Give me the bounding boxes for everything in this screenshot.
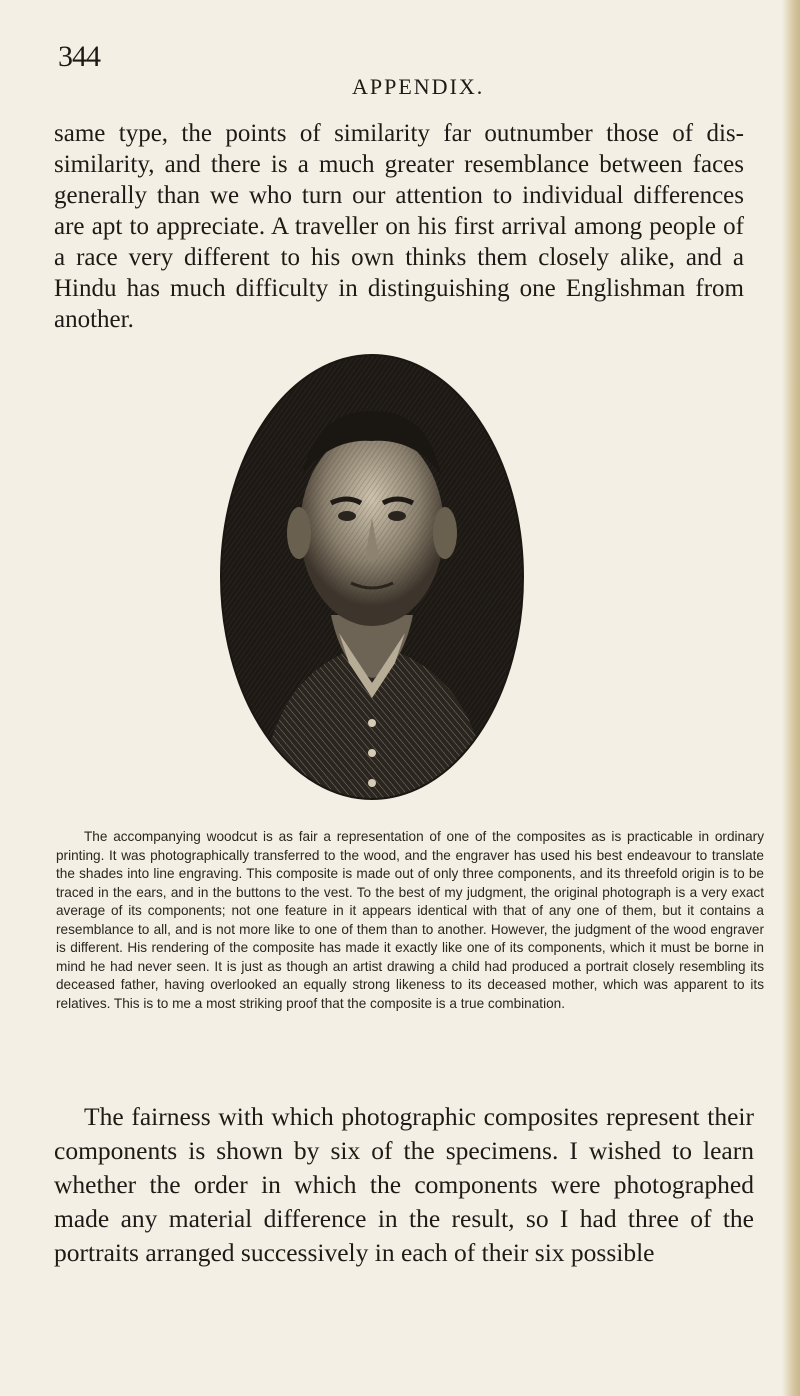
page-number: 344 <box>58 40 100 73</box>
body-paragraph-bottom: The fairness with which photographic composites represent their components is shown by six of the specimens. I wished to learn whether the order in which the components were photographed made any material difference in the result, so I had three of the portraits arranged successively in each of their six possible <box>54 1102 754 1267</box>
figure-caption: The accompanying woodcut is as fair a representation of one of the composites as is practicable in ordinary printing. It was photographically transferred to the wood, and the engraver has used his best endeavour to translate the shades into line engraving. This composite is made out of only three components, and its threefold origin is to be traced in the ears, and in the buttons to the vest. To the best of my judgment, the original photograph is a very exact average of its components; not one feature in it appears identical with that of any one of them, but it contains a resemblance to all, and is not more like to one of them than to another. However, the judgment of the wood engraver is different. His rendering of the composite has made it exactly like one of its components, which it must be borne in mind he had never seen. It is just as though an artist drawing a child had produced a portrait closely resembling its deceased father, having overlooked an equally strong likeness to its deceased mother, which was apparent to its relatives. This is to me a most striking proof that the composite is a true combination. <box>56 829 764 1011</box>
page-edge-shadow <box>782 0 800 1396</box>
body-paragraph-top: same type, the points of similarity far outnumber those of dis-similarity, and there is a much greater resemblance between faces generally than we who turn our attention to individual differences are apt to appreciate. A traveller on his first arrival among people of a race very different to his own thinks them closely alike, and a Hindu has much difficulty in distinguishing one Englishman from another. <box>54 120 744 333</box>
composite-portrait-woodcut <box>219 353 525 801</box>
portrait-illustration <box>219 353 525 801</box>
running-head: APPENDIX. <box>352 74 485 99</box>
